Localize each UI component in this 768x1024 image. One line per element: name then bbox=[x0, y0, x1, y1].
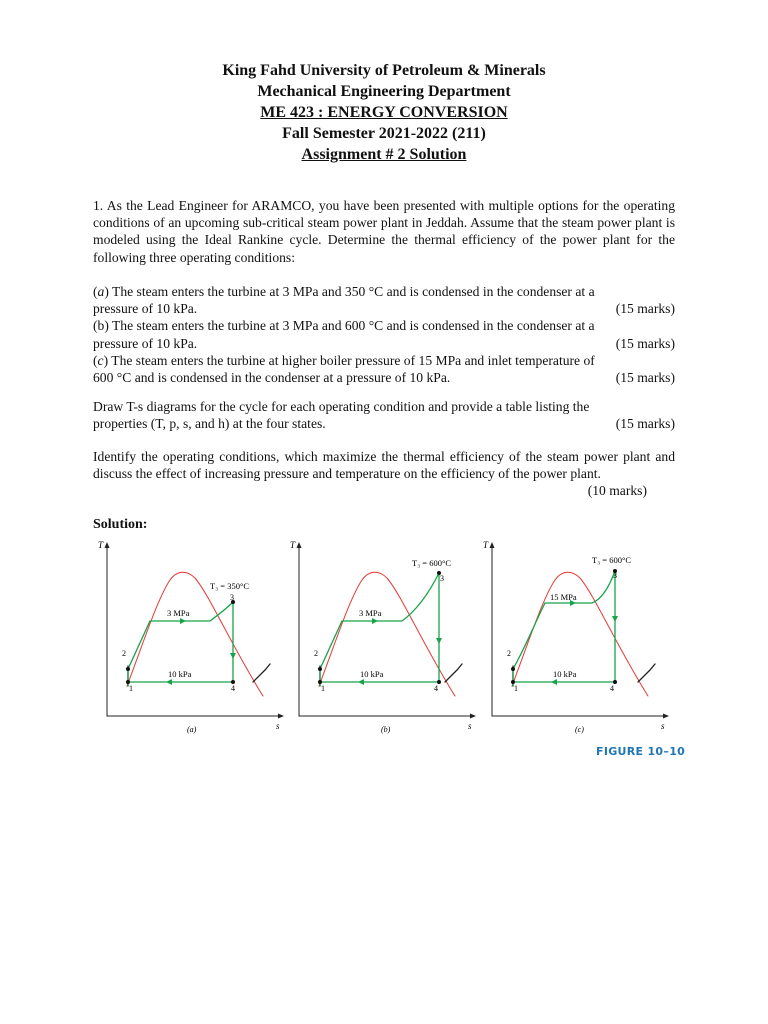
point-3-b: 3 bbox=[440, 574, 444, 583]
axis-s-c: s bbox=[661, 721, 665, 731]
point-4-a: 4 bbox=[231, 684, 235, 693]
point-1-c: 1 bbox=[514, 684, 518, 693]
isobar-low-a bbox=[253, 664, 270, 682]
point-3-a: 3 bbox=[230, 593, 234, 602]
ts-end-row bbox=[93, 415, 675, 432]
isobar-low-b bbox=[445, 664, 462, 682]
point-2-c: 2 bbox=[507, 649, 511, 658]
point-2-b: 2 bbox=[314, 649, 318, 658]
part-a-label: a bbox=[97, 284, 105, 299]
part-a-end-row bbox=[93, 300, 675, 317]
document-header bbox=[0, 60, 768, 165]
point-2-a: 2 bbox=[122, 649, 126, 658]
point-4-c: 4 bbox=[610, 684, 614, 693]
axis-s-b: s bbox=[468, 721, 472, 731]
ts-diagram-c bbox=[480, 538, 670, 738]
t3-label-b: T₃ = 600°C bbox=[412, 558, 452, 568]
part-a-end: pressure of 10 kPa. bbox=[93, 301, 198, 317]
axis-t-b: T bbox=[290, 540, 296, 550]
caption-b: (b) bbox=[381, 725, 391, 734]
low-pressure-a: 10 kPa bbox=[168, 669, 192, 679]
identify-instructions bbox=[93, 448, 675, 500]
part-c-end-row bbox=[93, 369, 675, 386]
question-intro bbox=[93, 197, 675, 266]
part-c-line: (c) The steam enters the turbine at higher boiler pressure of 15 MPa and inlet temperature of bbox=[93, 352, 595, 368]
part-c-marks: (15 marks) bbox=[615, 370, 675, 386]
high-pressure-b: 3 MPa bbox=[359, 608, 382, 618]
axis-t-a: T bbox=[98, 540, 104, 550]
identify-paragraph: Identify the operating conditions, which maximize the thermal efficiency of the steam power plant and discuss the effect of increasing pressure and temperature on the efficiency of the power plant. bbox=[93, 449, 675, 482]
part-b-line: (b) The steam enters the turbine at 3 MPa and 600 °C and is condensed in the condenser at a bbox=[93, 318, 595, 334]
high-pressure-c: 15 MPa bbox=[550, 592, 577, 602]
figure-label: FIGURE 10–10 bbox=[596, 745, 686, 758]
point-1-a: 1 bbox=[129, 684, 133, 693]
university-name: King Fahd University of Petroleum & Minerals bbox=[222, 62, 546, 79]
part-b-end-row bbox=[93, 335, 675, 352]
point-4-b: 4 bbox=[434, 684, 438, 693]
part-c-text: The steam enters the turbine at higher boiler pressure of 15 MPa and inlet temperature of bbox=[108, 352, 595, 368]
axis-s-a: s bbox=[276, 721, 280, 731]
ts-marks: (15 marks) bbox=[615, 416, 675, 432]
intro-paragraph: 1. As the Lead Engineer for ARAMCO, you have been presented with multiple options for the operating conditions of an upcoming sub-critical steam power plant in Jeddah. Assume that the steam power plant is modeled using the Ideal Rankine cycle. Determine the thermal efficiency of the power plant for the following three operating conditions: bbox=[93, 198, 675, 265]
isobar-low-c bbox=[638, 664, 655, 682]
part-b-marks: (15 marks) bbox=[615, 335, 675, 351]
semester: Fall Semester 2021-2022 (211) bbox=[282, 125, 486, 142]
part-a-marks: (15 marks) bbox=[615, 301, 675, 317]
assignment-title: Assignment # 2 Solution bbox=[301, 146, 467, 163]
ts-instructions bbox=[93, 398, 675, 432]
high-pressure-a: 3 MPa bbox=[167, 608, 190, 618]
part-a-line: (a) The steam enters the turbine at 3 MPa and 350 °C and is condensed in the condenser at a bbox=[93, 284, 595, 299]
course-title: ME 423 : ENERGY CONVERSION bbox=[260, 104, 508, 121]
question-parts bbox=[93, 283, 675, 386]
ts-end: properties (T, p, s, and h) at the four states. bbox=[93, 416, 326, 432]
caption-a: (a) bbox=[187, 725, 197, 734]
caption-c: (c) bbox=[575, 725, 584, 734]
point-1-b: 1 bbox=[321, 684, 325, 693]
low-pressure-c: 10 kPa bbox=[553, 669, 577, 679]
ts-diagram-a bbox=[95, 538, 285, 738]
part-c-label: c bbox=[97, 352, 104, 368]
part-c-end: 600 °C and is condensed in the condenser at a pressure of 10 kPa. bbox=[93, 370, 451, 386]
t3-label-a: T₃ = 350°C bbox=[210, 581, 250, 591]
part-a-text: The steam enters the turbine at 3 MPa and 350 °C and is condensed in the condenser at a bbox=[108, 284, 595, 299]
solution-heading: Solution: bbox=[93, 517, 148, 532]
identify-marks: (10 marks) bbox=[587, 483, 647, 499]
t3-label-c: T₃ = 600°C bbox=[592, 555, 632, 565]
saturation-dome-b bbox=[319, 572, 455, 696]
department-name: Mechanical Engineering Department bbox=[257, 83, 511, 100]
ts-diagram-b bbox=[287, 538, 477, 738]
axis-t-c: T bbox=[483, 540, 489, 550]
part-b-end: pressure of 10 kPa. bbox=[93, 335, 198, 351]
ts-line: Draw T-s diagrams for the cycle for each operating condition and provide a table listing the bbox=[93, 399, 590, 414]
saturation-dome-c bbox=[512, 572, 648, 696]
low-pressure-b: 10 kPa bbox=[360, 669, 384, 679]
point-3-c: 3 bbox=[613, 571, 617, 580]
